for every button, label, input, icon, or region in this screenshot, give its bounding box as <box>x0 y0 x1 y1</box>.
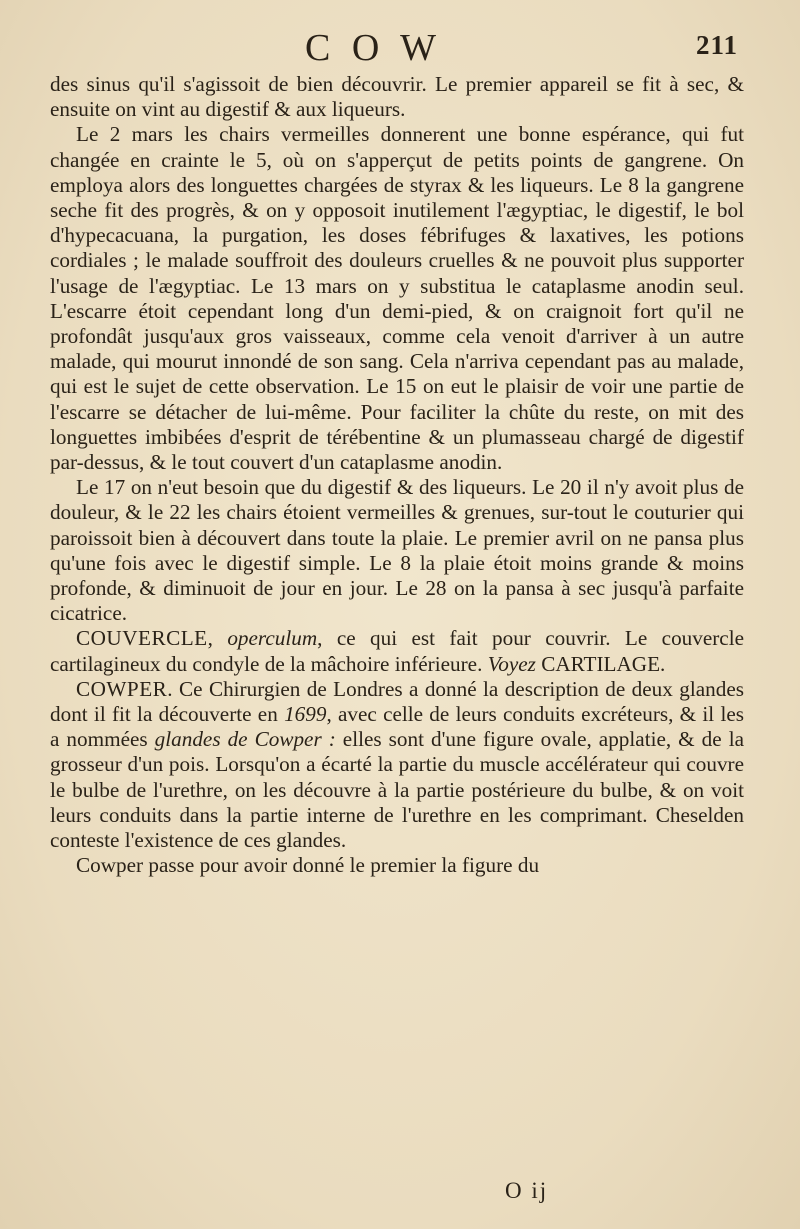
entry-cowper <box>50 677 744 853</box>
entry-separator: , <box>207 626 228 651</box>
discovery-year: 1699 <box>284 702 327 727</box>
paragraph-cowper-figure: Cowper passe pour avoir donné le premier la figure du <box>76 853 540 878</box>
entry-term-cowper: COWPER <box>76 676 168 701</box>
gland-name: glandes de Cowper : <box>154 727 336 752</box>
entry-definition: , ce qui est fait pour couvrir. Le couvercle cartilagineux du condyle de la mâchoire inférieure. <box>50 626 745 676</box>
entry-text-part-1: . Ce Chirurgien de Londres a donné la description de deux glandes dont il fit la découverte en <box>50 676 744 727</box>
entry-term-couvercle: COUVERCLE <box>76 626 208 651</box>
cross-reference: CARTILAGE. <box>535 651 666 676</box>
paragraph-continuation: des sinus qu'il s'agissoit de bien découvrir. Le premier appareil se fit à sec, & ensuite on vint au digestif & aux liqueurs. <box>50 72 744 122</box>
entry-text-part-2: , avec celle de leurs conduits excréteurs, & il les a nommées <box>50 702 744 752</box>
running-head: C O W <box>305 27 442 69</box>
page-header <box>0 26 800 70</box>
paragraph-march-2: Le 2 mars les chairs vermeilles donnerent une bonne espérance, qui fut changée en crainte le 5, où on s'apperçut de petits points de gangrene. On employa alors des longuettes chargées de styrax & les liqueurs. Le 8 la gangrene seche fit des progrès, & on y opposoit inutilement l'ægyptiac, le digestif, le bol d'hypecacuana, la purgation, les doses fébrifuges & laxatives, les potions cordiales ; le malade souffroit des douleurs cruelles & ne pouvoit plus supporter l'usage de l'ægyptiac. Le 13 mars on y substitua le cataplasme anodin seul. L'escarre étoit cependant long d'un demi-pied, & on craignoit fort qu'il ne profondât jusqu'aux gros vaisseaux, comme cela venoit d'arriver à un autre malade, qui mourut innondé de son sang. Cela n'arriva cependant pas au malade, qui est le sujet de cette observation. Le 15 on eut le plaisir de voir une partie de l'escarre se détacher de lui-même. Pour faciliter la chûte du reste, on mit des longuettes imbibées d'esprit de térébentine & un plumasseau chargé de digestif par-dessus, & le tout couvert d'un cataplasme anodin. <box>50 122 744 475</box>
see-reference-label: Voyez <box>487 651 536 676</box>
body-text <box>50 72 744 879</box>
entry-couvercle <box>50 626 744 676</box>
paragraph-march-17: Le 17 on n'eut besoin que du digestif & des liqueurs. Le 20 il n'y avoit plus de douleur, & le 22 les chairs étoient vermeilles & grenues, sur-tout le couturier qui paroissoit bien à découvert dans toute la plaie. Le premier avril on ne pansa plus qu'une fois avec le digestif simple. Le 8 la plaie étoit moins grande & moins profonde, & diminuoit de jour en jour. Le 28 on la pansa à sec jusqu'à parfaite cicatrice. <box>50 475 744 626</box>
entry-text-part-3: elles sont d'une figure ovale, applatie, & de la grosseur d'un pois. Lorsqu'on a écarté la partie du muscle accélérateur qui couvre le bulbe de l'urethre, on les découvre à la partie postérieure du bulbe, & on voit leurs conduits dans la partie interne de l'urethre en les comprimant. Cheselden conteste l'existence de ces glandes. <box>50 727 744 853</box>
page-number: 211 <box>695 30 738 60</box>
signature-mark: O ij <box>505 1178 549 1203</box>
latin-term: operculum <box>227 626 318 651</box>
